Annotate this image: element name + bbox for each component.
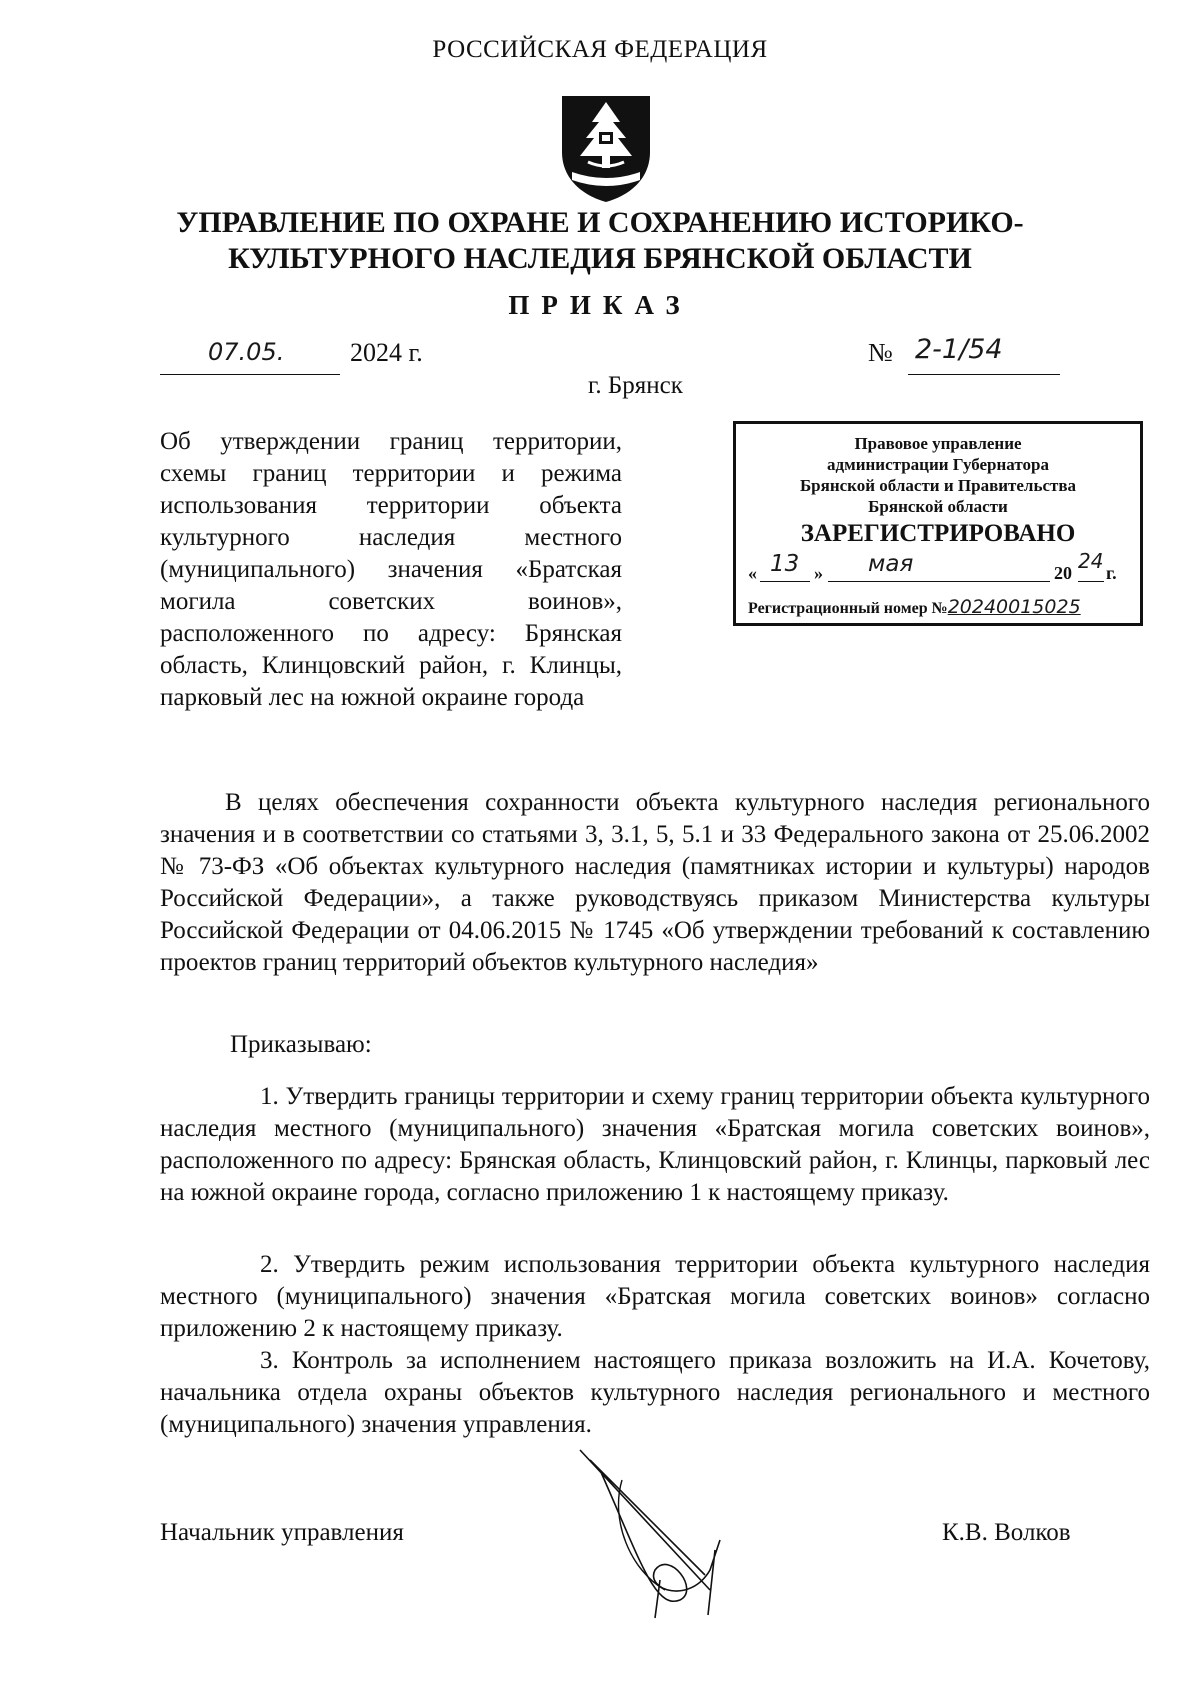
number-label: № <box>868 338 893 367</box>
stamp-date-row <box>748 549 1132 589</box>
stamp-reg-number: 20240015025 <box>947 596 1081 618</box>
preamble: В целях обеспечения сохранности объекта культурного наследия регионального значения и в соответствии со статьями 3, 3.1, 5, 5.1 и 33 Федерального закона от 25.06.2002 № 73-ФЗ «Об объектах культурного наследия (памятниках истории и культуры) народов Российской Федерации», а также руководствуясь приказом Министерства культуры Российской Федерации от 04.06.2015 № 1745 «Об утверждении требований к составлению проектов границ территорий объектов культурного наследия» <box>160 789 1150 976</box>
organization-name <box>0 205 1200 277</box>
stamp-reg-row <box>748 596 1081 618</box>
handwritten-signature <box>560 1440 750 1620</box>
city: г. Брянск <box>588 372 683 399</box>
stamp-line-1: Правовое управление <box>854 434 1022 453</box>
stamp-line-4: Брянской области <box>868 497 1008 516</box>
stamp-year-unit: г. <box>1106 563 1117 583</box>
stamp-year-suffix: 24 <box>1078 549 1104 573</box>
stamp-day: 13 <box>770 551 800 577</box>
registration-stamp <box>733 421 1143 626</box>
stamp-line-2: администрации Губернатора <box>827 455 1049 474</box>
stamp-year-prefix: 20 <box>1054 563 1072 583</box>
order-word: Приказываю: <box>230 1031 372 1058</box>
order-item-3: 3. Контроль за исполнением настоящего приказа возложить на И.А. Кочетову, начальника отдела охраны объектов культурного наследия регионального и местного (муниципального) значения управления. <box>160 1347 1150 1438</box>
stamp-status: ЗАРЕГИСТРИРОВАНО <box>800 520 1076 547</box>
stamp-reg-label: Регистрационный номер № <box>748 600 948 617</box>
order-item-1: 1. Утвердить границы территории и схему границ территории объекта культурного наследия местного (муниципального) значения «Братская могила советских воинов», расположенного по адресу: Брянская область, Клинцовский район, г. Клинцы, парковый лес на южной окраине города, согласно приложению 1 к настоящему приказу. <box>160 1083 1150 1206</box>
document-type: ПРИКАЗ <box>508 290 692 320</box>
stamp-quote-open: « <box>748 563 757 583</box>
order-subject: Об утверждении границ территории, схемы границ территории и режима использования территории объекта культурного наследия местного (муниципального) значения «Братская могила советских воинов», расположенного по адресу: Брянская область, Клинцовский район, г. Клинцы, парковый лес на южной окраине города <box>160 428 622 711</box>
handwritten-number: 2-1/54 <box>915 334 1003 365</box>
signatory-title: Начальник управления <box>160 1519 404 1546</box>
stamp-month-underline <box>828 555 1050 582</box>
stamp-quote-close: » <box>814 563 823 583</box>
date-year: 2024 г. <box>350 338 423 367</box>
country-header: РОССИЙСКАЯ ФЕДЕРАЦИЯ <box>432 36 768 63</box>
coat-of-arms-icon <box>558 92 654 204</box>
order-item-2: 2. Утвердить режим использования территории объекта культурного наследия местного (муниципального) значения «Братская могила советских воинов» согласно приложению 2 к настоящему приказу. <box>160 1251 1150 1342</box>
org-line-1: УПРАВЛЕНИЕ ПО ОХРАНЕ И СОХРАНЕНИЮ ИСТОРИКО- <box>176 206 1024 239</box>
handwritten-date: 07.05. <box>208 338 285 366</box>
signatory-name: К.В. Волков <box>942 1519 1071 1546</box>
stamp-line-3: Брянской области и Правительства <box>799 476 1077 495</box>
stamp-month: мая <box>868 551 914 577</box>
org-line-2: КУЛЬТУРНОГО НАСЛЕДИЯ БРЯНСКОЙ ОБЛАСТИ <box>228 242 972 275</box>
